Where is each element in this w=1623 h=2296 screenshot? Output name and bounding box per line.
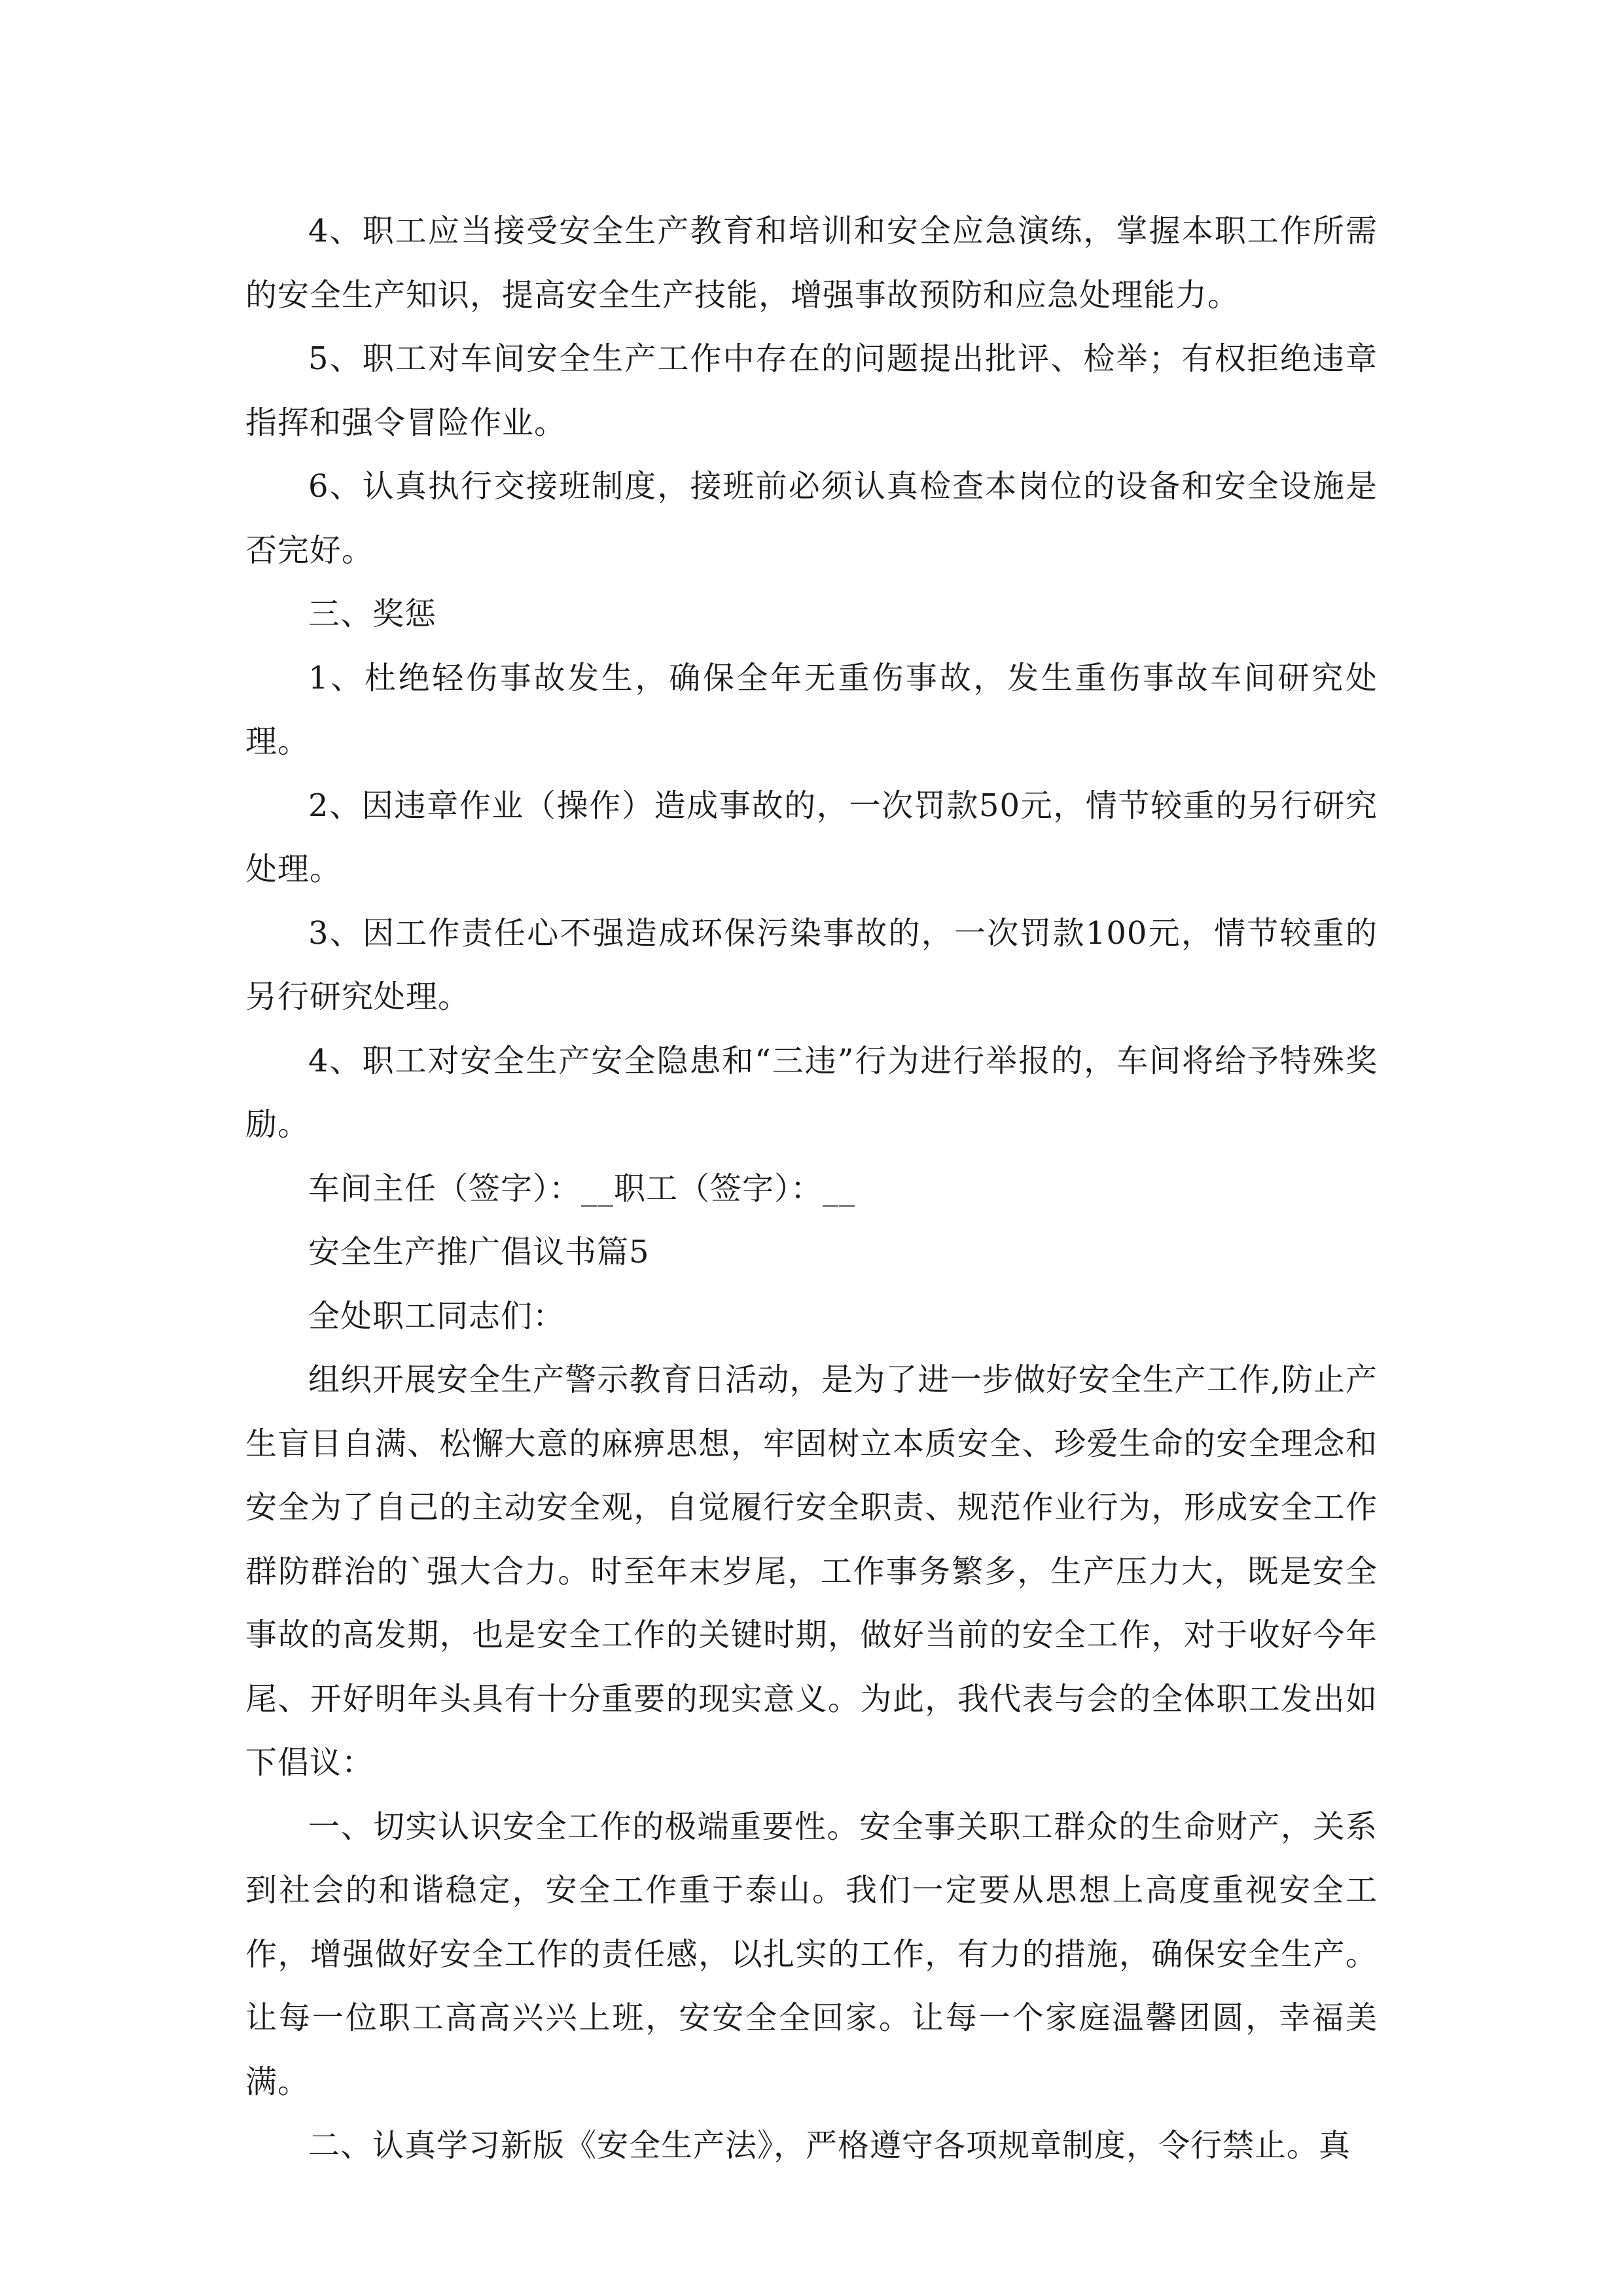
paragraph-proposal-1: 一、切实认识安全工作的极端重要性。安全事关职工群众的生命财产，关系到社会的和谐稳定，安全工作重于泰山。我们一定要从思想上高度重视安全工作，增强做好安全工作的责任感，以扎实的工作，有力的措施，确保安全生产。让每一位职工高高兴兴上班，安安全全回家。让每一个家庭温馨团圆，幸福美满。 [245,1808,1378,2100]
document-body [245,200,1378,2178]
signature-line: 车间主任（签字）：__职工（签字）：__ [308,1170,856,1207]
salutation: 全处职工同志们： [308,1297,565,1335]
paragraph-reward-4: 4、职工对安全生产安全隐患和“三违”行为进行举报的，车间将给予特殊奖励。 [245,1042,1378,1143]
paragraph-duty-4: 4、职工应当接受安全生产教育和培训和安全应急演练，掌握本职工作所需的安全生产知识，提高安全生产技能，增强事故预防和应急处理能力。 [245,213,1378,314]
paragraph-penalty-3: 3、因工作责任心不强造成环保污染事故的，一次罚款100元，情节较重的另行研究处理。 [245,914,1378,1015]
paragraph-proposal-2: 二、认真学习新版《安全生产法》，严格遵守各项规章制度，令行禁止。真 [308,2127,1351,2164]
section-heading-rewards-penalties: 三、奖惩 [308,596,437,632]
paragraph-penalty-2: 2、因违章作业（操作）造成事故的，一次罚款50元，情节较重的另行研究处理。 [245,787,1378,888]
paragraph-intro: 组织开展安全生产警示教育日活动，是为了进一步做好安全生产工作,防止产生盲目自满、松懈大意的麻痹思想，牢固树立本质安全、珍爱生命的安全理念和安全为了自己的主动安全观，自觉履行安全职责、规范作业行为，形成安全工作群防群治的`强大合力。时至年末岁尾，工作事务繁多，生产压力大，既是安全事故的高发期，也是安全工作的关键时期，做好当前的安全工作，对于收好今年尾、开好明年头具有十分重要的现实意义。为此，我代表与会的全体职工发出如下倡议： [245,1361,1378,1781]
article-title: 安全生产推广倡议书篇5 [308,1234,650,1270]
paragraph-duty-5: 5、职工对车间安全生产工作中存在的问题提出批评、检举；有权拒绝违章指挥和强令冒险作业。 [245,340,1378,441]
paragraph-duty-6: 6、认真执行交接班制度，接班前必须认真检查本岗位的设备和安全设施是否完好。 [245,468,1378,569]
paragraph-penalty-1: 1、杜绝轻伤事故发生，确保全年无重伤事故，发生重伤事故车间研究处理。 [245,659,1378,760]
